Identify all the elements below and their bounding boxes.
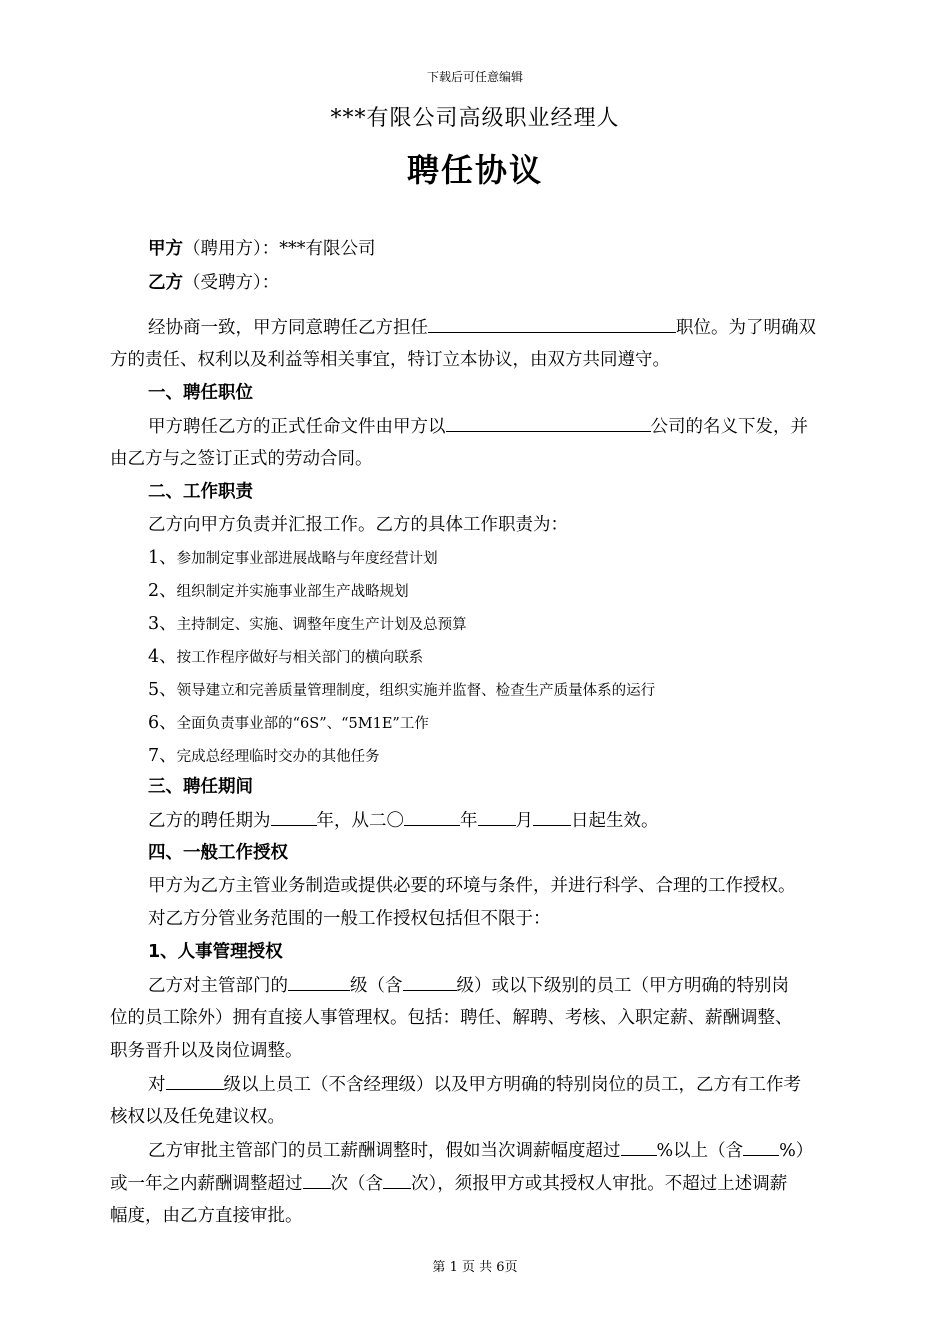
hr-authority-heading: 1、人事管理授权 bbox=[148, 942, 283, 962]
duty-text: 主持制定、实施、调整年度生产计划及总预算 bbox=[176, 617, 467, 633]
duty-item bbox=[148, 545, 438, 571]
hr-p3-l2-text-c: 次），须报甲方或其授权人审批。不超过上述调薪 bbox=[411, 1174, 788, 1194]
duty-text: 领导建立和完善质量管理制度，组织实施并监督、检查生产质量体系的运行 bbox=[176, 683, 656, 699]
duty-text: 全面负责事业部的“6S”、“5M1E”工作 bbox=[176, 716, 429, 732]
party-a-text: （聘用方）：***有限公司 bbox=[183, 239, 376, 259]
section-1-line-1 bbox=[148, 413, 808, 440]
header-note: 下载后可任意编辑 bbox=[426, 70, 523, 84]
term-text-4: 月 bbox=[515, 811, 533, 831]
duty-text: 按工作程序做好与相关部门的横向联系 bbox=[176, 650, 424, 666]
hr-p3-text-b: %以上（含 bbox=[656, 1141, 744, 1161]
section-3-heading: 三、聘任期间 bbox=[148, 777, 253, 797]
document-subtitle: ***有限公司高级职业经理人 bbox=[330, 106, 620, 131]
s1-text-b: 公司的名义下发，并 bbox=[650, 417, 808, 437]
raise-percent-blank-1[interactable] bbox=[621, 1137, 657, 1156]
hr-para-3-line-2 bbox=[110, 1170, 787, 1197]
hr-para-3-line-1 bbox=[148, 1137, 813, 1164]
section-1-heading: 一、聘任职位 bbox=[148, 383, 253, 403]
document-title: 聘任协议 bbox=[406, 151, 543, 189]
hr-p3-l2-text-a: 或一年之内薪酬调整超过 bbox=[110, 1174, 303, 1194]
party-b-text: （受聘方）： bbox=[183, 273, 280, 293]
term-text-2: 年，从二〇 bbox=[316, 811, 404, 831]
section-4-heading: 四、一般工作授权 bbox=[148, 843, 288, 863]
term-text-1: 乙方的聘任期为 bbox=[148, 811, 271, 831]
hr-para-1-line-3: 职务晋升以及岗位调整。 bbox=[110, 1041, 303, 1061]
duty-number: 2、 bbox=[148, 581, 177, 601]
hr-p2-text-b: 级以上员工（不含经理级）以及甲方明确的特别岗位的员工，乙方有工作考 bbox=[223, 1075, 801, 1095]
footer-text-a: 第 bbox=[432, 1260, 446, 1275]
intro-text-b: 职位。为了明确双 bbox=[676, 318, 816, 338]
start-day-blank[interactable] bbox=[533, 807, 571, 826]
start-year-blank[interactable] bbox=[404, 807, 460, 826]
section-4-line-1: 甲方为乙方主管业务制造或提供必要的环境与条件，并进行科学、合理的工作授权。 bbox=[148, 876, 796, 896]
hr-para-3-line-3: 幅度，由乙方直接审批。 bbox=[110, 1206, 303, 1226]
hr-p2-text-a: 对 bbox=[148, 1075, 166, 1095]
company-blank[interactable] bbox=[446, 413, 651, 432]
duty-item bbox=[148, 644, 423, 670]
section-4-line-2: 对乙方分管业务范围的一般工作授权包括但不限于： bbox=[148, 909, 551, 929]
hr-para-1-line-1 bbox=[148, 972, 789, 999]
party-b-label: 乙方 bbox=[148, 273, 183, 293]
position-blank[interactable] bbox=[428, 314, 676, 333]
raise-count-blank-1[interactable] bbox=[303, 1170, 331, 1189]
start-month-blank[interactable] bbox=[478, 807, 516, 826]
intro-line-2: 方的责任、权利以及利益等相关事宜，特订立本协议，由双方共同遵守。 bbox=[110, 350, 670, 370]
duty-text: 参加制定事业部进展战略与年度经营计划 bbox=[176, 551, 438, 567]
hr-p1-text-a: 乙方对主管部门的 bbox=[148, 976, 288, 996]
duty-item bbox=[148, 677, 655, 703]
total-pages: 6 bbox=[496, 1260, 505, 1275]
hr-p1-text-c: 级）或以下级别的员工（甲方明确的特别岗 bbox=[456, 976, 789, 996]
page-number: 1 bbox=[449, 1260, 458, 1275]
duty-number: 4、 bbox=[148, 647, 177, 667]
section-2-intro: 乙方向甲方负责并汇报工作。乙方的具体工作职责为： bbox=[148, 515, 568, 535]
duty-item bbox=[148, 578, 409, 604]
section-2-heading: 二、工作职责 bbox=[148, 482, 253, 502]
raise-percent-blank-2[interactable] bbox=[743, 1137, 779, 1156]
duty-item bbox=[148, 611, 467, 637]
duty-item bbox=[148, 743, 380, 769]
duty-number: 5、 bbox=[148, 680, 177, 700]
hr-p3-text-a: 乙方审批主管部门的员工薪酬调整时，假如当次调薪幅度超过 bbox=[148, 1141, 621, 1161]
duty-number: 1、 bbox=[148, 548, 177, 568]
hr-p3-l2-text-b: 次（含 bbox=[330, 1174, 383, 1194]
duty-number: 6、 bbox=[148, 713, 177, 733]
term-text-5: 日起生效。 bbox=[571, 811, 659, 831]
grade-blank-2[interactable] bbox=[403, 972, 457, 991]
hr-para-2-line-1 bbox=[148, 1071, 801, 1098]
hr-para-1-line-2: 位的员工除外）拥有直接人事管理权。包括：聘任、解聘、考核、入职定薪、薪酬调整、 bbox=[110, 1008, 793, 1028]
duty-item bbox=[148, 710, 429, 736]
footer-text-c: 页 bbox=[504, 1260, 518, 1275]
page-footer bbox=[0, 1256, 950, 1275]
intro-line-1 bbox=[148, 314, 816, 341]
term-line bbox=[148, 807, 659, 834]
duty-text: 完成总经理临时交办的其他任务 bbox=[176, 749, 380, 765]
duty-number: 7、 bbox=[148, 746, 177, 766]
party-a-label: 甲方 bbox=[148, 239, 183, 259]
grade-blank-3[interactable] bbox=[166, 1071, 224, 1090]
party-a-line bbox=[148, 236, 376, 262]
s1-text-a: 甲方聘任乙方的正式任命文件由甲方以 bbox=[148, 417, 446, 437]
section-1-line-2: 由乙方与之签订正式的劳动合同。 bbox=[110, 449, 373, 469]
raise-count-blank-2[interactable] bbox=[383, 1170, 411, 1189]
hr-p1-text-b: 级（含 bbox=[350, 976, 403, 996]
party-b-line bbox=[148, 270, 279, 296]
hr-p3-text-c: %） bbox=[779, 1141, 814, 1161]
duty-text: 组织制定并实施事业部生产战略规划 bbox=[176, 584, 409, 600]
grade-blank-1[interactable] bbox=[288, 972, 350, 991]
term-years-blank[interactable] bbox=[271, 807, 317, 826]
hr-para-2-line-2: 核权以及任免建议权。 bbox=[110, 1107, 285, 1127]
footer-text-b: 页 共 bbox=[462, 1260, 493, 1275]
duty-number: 3、 bbox=[148, 614, 177, 634]
term-text-3: 年 bbox=[460, 811, 478, 831]
intro-text-a: 经协商一致，甲方同意聘任乙方担任 bbox=[148, 318, 428, 338]
